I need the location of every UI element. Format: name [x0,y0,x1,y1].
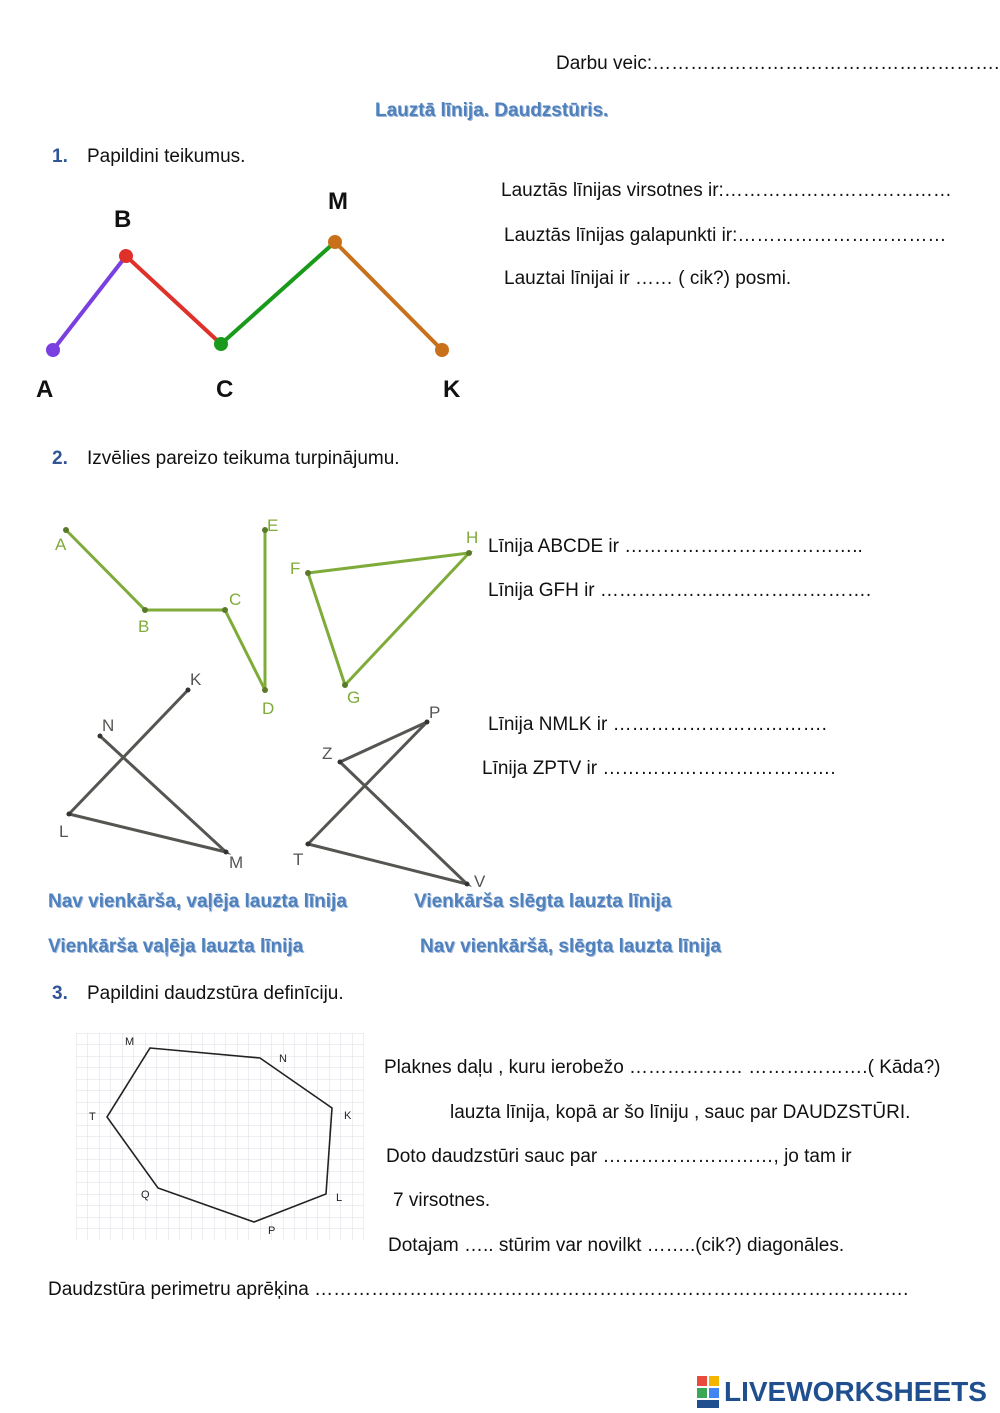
label-k: K [190,670,202,689]
section2-number: 2. [52,448,68,469]
label-f: F [290,559,301,578]
label-g: G [347,688,361,707]
label-k: K [344,1110,352,1122]
label-k: K [443,376,461,403]
worker-field[interactable]: Darbu veic:………………………………………………. [556,53,1000,74]
label-n: N [102,716,115,735]
label-d: D [262,699,275,718]
liveworksheets-logo-icon [697,1376,721,1410]
abcde-question[interactable]: Līnija ABCDE ir ……………………………….. [488,536,863,557]
label-b: B [114,206,132,233]
section3-number: 3. [52,983,68,1004]
label-c: C [216,376,234,403]
section1-number: 1. [52,146,68,167]
label-e: E [267,516,279,535]
definition-line-2: lauzta līnija, kopā ar šo līniju , sauc par DAUDZSTŪRI. [450,1102,911,1123]
label-b: B [138,617,150,636]
page-title: Lauztā līnija. Daudzstūris. [375,100,609,121]
zptv-question[interactable]: Līnija ZPTV ir ………………………………. [482,758,836,779]
perimeter-question[interactable]: Daudzstūra perimetru aprēķina …………………………………………………………………………………. [48,1279,909,1300]
label-a: A [36,376,54,403]
section1-heading: Papildini teikumus. [87,146,246,167]
label-l: L [59,822,69,841]
nmlk-question[interactable]: Līnija NMLK ir ……………………………. [488,714,827,735]
option-simple-closed[interactable]: Vienkārša slēgta lauzta līnija [414,891,672,912]
label-l: L [336,1192,343,1204]
section2-heading: Izvēlies pareizo teikuma turpinājumu. [87,448,400,469]
option-simple-open[interactable]: Vienkārša vaļēja lauzta līnija [48,936,304,957]
option-not-simple-closed[interactable]: Nav vienkāršā, slēgta lauzta līnija [420,936,721,957]
gfh-question[interactable]: Līnija GFH ir ……………………………………. [488,580,872,601]
label-p: P [268,1225,276,1237]
polygon-name-question[interactable]: Doto daudzstūri sauc par ………………………, jo tam ir [386,1146,852,1167]
option-not-simple-open[interactable]: Nav vienkārša, vaļēja lauzta līnija [48,891,347,912]
vertices-count-text: 7 virsotnes. [393,1190,491,1211]
label-v: V [474,872,486,891]
label-p: P [429,703,441,722]
segments-question[interactable]: Lauztai līnijai ir …… ( cik?) posmi. [504,268,792,289]
section3-heading: Papildini daudzstūra definīciju. [87,983,344,1004]
label-t: T [89,1111,96,1123]
label-m: M [328,188,348,215]
endpoints-question[interactable]: Lauztās līnijas galapunkti ir:…………………………… [504,225,947,246]
label-m: M [125,1036,135,1048]
label-h: H [466,528,479,547]
diagonals-question[interactable]: Dotajam ….. stūrim var novilkt ……..(cik?) diagonāles. [388,1235,845,1256]
label-t: T [293,850,304,869]
definition-line-1[interactable]: Plaknes daļu , kuru ierobežo ……………… ……………….( Kāda?) [384,1057,941,1078]
label-n: N [279,1053,287,1065]
label-z: Z [322,744,333,763]
brand-name[interactable]: LIVEWORKSHEETS [724,1376,987,1407]
grid-background [76,1033,364,1240]
label-m: M [229,853,244,872]
label-c: C [229,590,242,609]
label-q: Q [141,1189,150,1201]
label-a: A [55,535,67,554]
vertices-question[interactable]: Lauztās līnijas virsotnes ir:……………………………… [501,180,952,201]
